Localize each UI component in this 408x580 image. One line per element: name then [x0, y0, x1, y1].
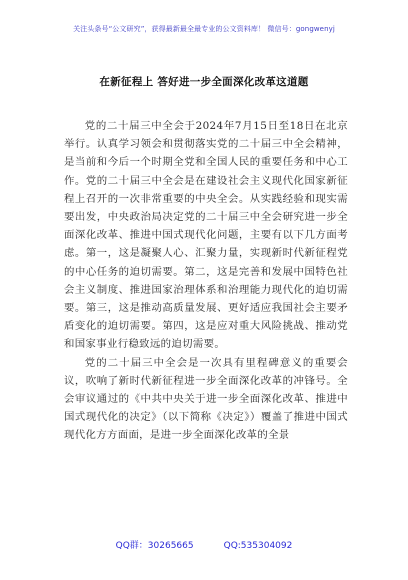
document-body: [64, 117, 348, 445]
footer-contact: [0, 538, 408, 551]
document-title: 在新征程上 答好进一步全面深化改革这道题: [99, 76, 309, 88]
banner-text: 关注头条号“公文研究”，获得最新最全最专业的公文资料库！ 微信号：gongwenyj: [73, 25, 335, 33]
header-banner: [0, 24, 408, 34]
paragraph: 党的二十届三中全会于2024年7月15日至18日在北京举行。认真学习领会和贯彻落实党的二十届三中全会精神，是当前和今后一个时期全党和全国人民的重要任务和中心工作。党的二十届三中全会是在建设社会主义现代化国家新征程上召开的一次非常重要的中央全会。从实践经验和现实需要出发，中央政治局决定党的二十届三中全会研究进一步全面深化改革、推进中国式现代化问题，主要有以下几方面考虑。第一，这是凝聚人心、汇聚力量，实现新时代新征程党的中心任务的迫切需要。第二，这是完善和发展中国特色社会主义制度、推进国家治理体系和治理能力现代化的迫切需要。第三，这是推动高质量发展、更好适应我国社会主要矛盾变化的迫切需要。第四，这是应对重大风险挑战、推动党和国家事业行稳致远的迫切需要。: [64, 120, 348, 351]
paragraph: 党的二十届三中全会是一次具有里程碑意义的重要会议，吹响了新时代新征程进一步全面深化改革的冲锋号。全会审议通过的《中共中央关于进一步全面深化改革、推进中国式现代化的决定》（以下简称《决定》）覆盖了推进中国式现代化方方面面，是进一步全面深化改革的全景: [64, 356, 348, 442]
qq-text: QQ:535304092: [223, 541, 293, 551]
qq-group-text: QQ群：30265665: [115, 541, 194, 551]
